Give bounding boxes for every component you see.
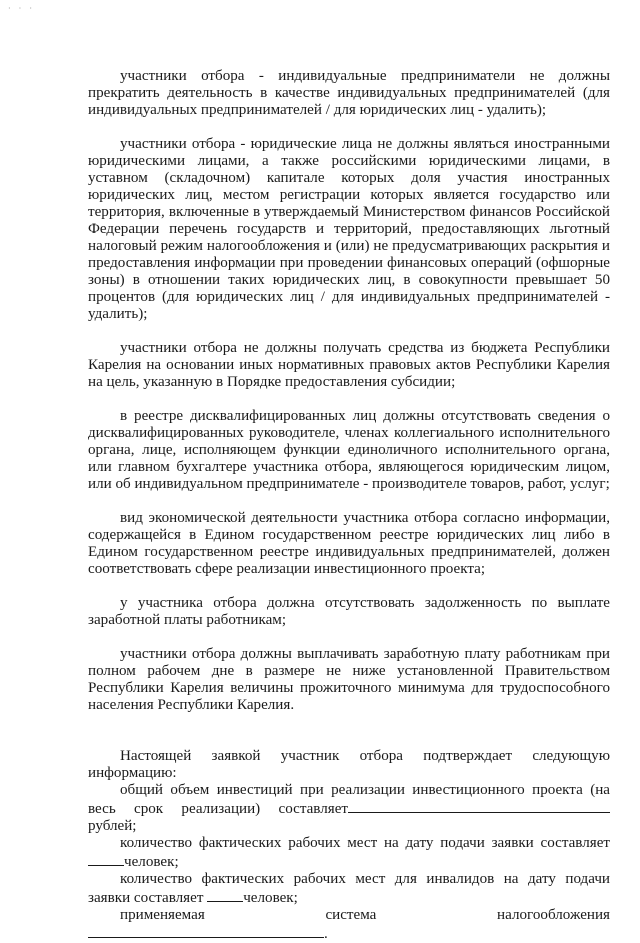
disabled-jobs-count-field[interactable] xyxy=(207,888,243,902)
paragraph-foreign-entities: участники отбора - юридические лица не должны являться иностранными юридическими лицами, а также российскими юридическими лицами, в уставном (складочном) капитале которых доля участия иностранных юридических лиц, местом регистрации которых является государство или территория, включенные в утверждаемый Министерством финансов Российской Федерации перечень государств и территорий, предоставляющих льготный налоговый режим налогообложения и (или) не предусматривающих раскрытия и предоставления информации при проведении финансовых операций (офшорные зоны) в отношении таких юридических лиц, в совокупности превышает 50 процентов (для юридических лиц / для индивидуальных предпринимателей - удалить); xyxy=(88,136,610,322)
section-spacer xyxy=(88,731,610,748)
paragraph-entrepreneur-activity: участники отбора - индивидуальные предприниматели не должны прекратить деятельность в качестве индивидуальных предпринимателей (для индивидуальных предпринимателей / для юридических лиц - удалить); xyxy=(88,68,610,118)
paragraph-economic-activity: вид экономической деятельности участника отбора согласно информации, содержащейся в Едином государственном реестре юридических лиц либо в Едином государственном реестре индивидуальных предпринимателей, должен соответствовать сфере реализации инвестиционного проекта; xyxy=(88,510,610,577)
info-jobs-text: количество фактических рабочих мест на дату подачи заявки составляет xyxy=(120,835,610,851)
info-disabled-jobs-suffix: человек; xyxy=(243,890,298,906)
info-tax-text: применяемая система налогообложения xyxy=(120,907,610,923)
paragraph-disqualified-registry: в реестре дисквалифицированных лиц должны отсутствовать сведения о дисквалифицированных руководителе, членах коллегиального исполнительного органа, лице, исполняющем функции единоличного исполнительного органа, или главном бухгалтере участника отбора, являющегося юридическим лицом, или об индивидуальном предпринимателе - производителе товаров, работ, услуг; xyxy=(88,408,610,492)
info-tax-suffix: . xyxy=(324,926,328,942)
info-intro: Настоящей заявкой участник отбора подтверждает следующую информацию: xyxy=(88,748,610,781)
info-jobs-line xyxy=(88,835,610,871)
info-jobs-suffix: человек; xyxy=(124,854,179,870)
info-tax-line xyxy=(88,907,610,943)
paragraph-budget-funds: участники отбора не должны получать средства из бюджета Республики Карелия на основании иных нормативных правовых актов Республики Карелия на цель, указанную в Порядке предоставления субсидии; xyxy=(88,340,610,390)
jobs-count-field[interactable] xyxy=(88,852,124,866)
tax-system-field[interactable] xyxy=(88,924,324,938)
scan-corner-mark: · · · xyxy=(8,4,35,13)
paragraph-minimum-wage: участники отбора должны выплачивать заработную плату работникам при полном рабочем дне в размере не ниже установленной Правительством Республики Карелия величины прожиточного минимума для трудоспособного населения Республики Карелия. xyxy=(88,646,610,713)
info-investment-suffix: рублей; xyxy=(88,818,137,834)
info-disabled-jobs-text: количество фактических рабочих мест для инвалидов на дату подачи заявки составляет xyxy=(88,871,610,906)
investment-amount-field[interactable] xyxy=(348,799,610,813)
paragraph-wage-arrears: у участника отбора должна отсутствовать задолженность по выплате заработной платы работникам; xyxy=(88,595,610,628)
info-investment-line xyxy=(88,782,610,835)
document-body xyxy=(88,68,610,943)
info-disabled-jobs-line xyxy=(88,871,610,907)
info-investment-text: общий объем инвестиций при реализации инвестиционного проекта (на весь срок реализации) составляет xyxy=(88,782,610,817)
